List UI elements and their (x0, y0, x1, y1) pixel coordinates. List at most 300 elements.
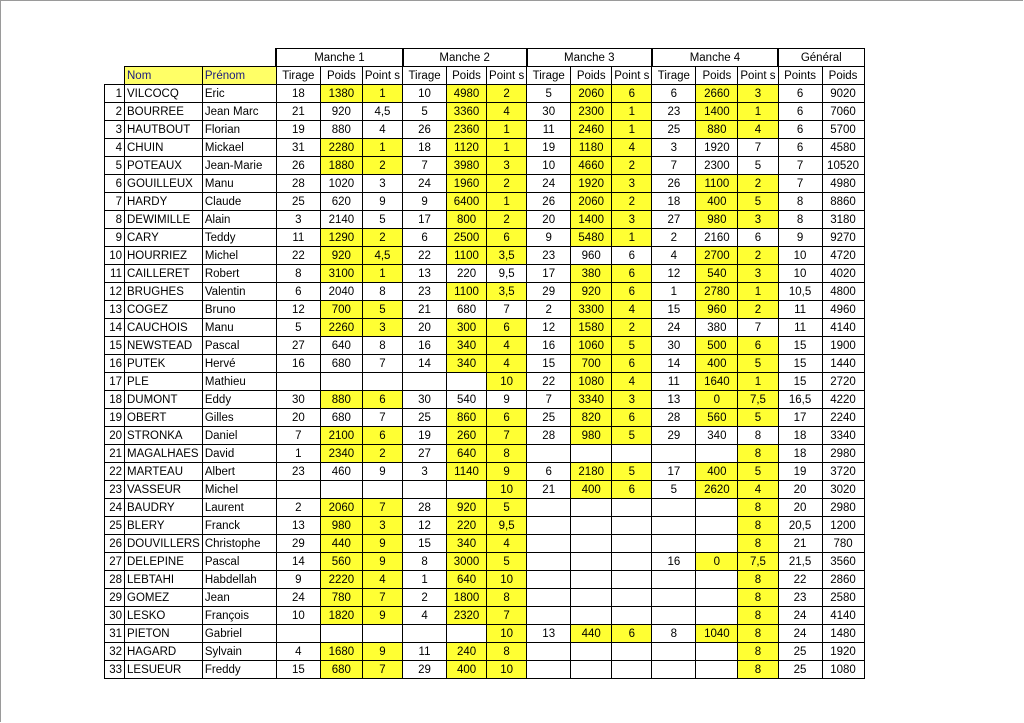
tirage-cell (652, 571, 696, 589)
general-poids-cell: 9270 (822, 229, 864, 247)
points-cell: 8 (487, 445, 527, 463)
points-cell: 7 (362, 589, 402, 607)
header-row-groups (105, 49, 865, 67)
points-cell: 8 (738, 625, 778, 643)
table-row (105, 247, 865, 265)
points-cell: 2 (738, 175, 778, 193)
poids-cell (571, 553, 612, 571)
poids-cell (696, 499, 738, 517)
points-cell: 8 (738, 607, 778, 625)
tirage-cell: 22 (276, 247, 320, 265)
nom-cell: PIETON (125, 625, 203, 643)
general-poids-cell: 2980 (822, 499, 864, 517)
nom-cell: HOURRIEZ (125, 247, 203, 265)
nom-cell: NEWSTEAD (125, 337, 203, 355)
poids-cell: 3340 (571, 391, 612, 409)
tirage-cell: 13 (652, 391, 696, 409)
rank-cell: 23 (105, 481, 125, 499)
table-row (105, 175, 865, 193)
prenom-cell: Jean-Marie (202, 157, 276, 175)
prenom-cell: Jean Marc (202, 103, 276, 121)
points-cell: 6 (738, 229, 778, 247)
prenom-cell: Hervé (202, 355, 276, 373)
poids-cell: 0 (696, 391, 738, 409)
points-cell: 8 (487, 589, 527, 607)
points-cell: 4 (612, 139, 652, 157)
prenom-cell: Michel (202, 481, 276, 499)
tirage-cell (652, 661, 696, 679)
points-cell: 8 (738, 589, 778, 607)
poids-cell: 400 (696, 193, 738, 211)
poids-cell: 380 (696, 319, 738, 337)
general-poids-cell: 4220 (822, 391, 864, 409)
poids-cell: 3360 (447, 103, 487, 121)
table-row (105, 481, 865, 499)
points-cell: 8 (738, 499, 778, 517)
header-prenom: Prénom (202, 67, 276, 85)
points-cell: 6 (487, 409, 527, 427)
poids-cell: 980 (571, 427, 612, 445)
points-cell: 7 (738, 319, 778, 337)
rank-cell: 10 (105, 247, 125, 265)
general-poids-cell: 4980 (822, 175, 864, 193)
points-cell: 7 (487, 607, 527, 625)
tirage-cell (652, 607, 696, 625)
poids-cell: 680 (320, 409, 362, 427)
points-cell: 7 (487, 427, 527, 445)
points-cell: 8 (738, 535, 778, 553)
rank-cell: 25 (105, 517, 125, 535)
header-m4-tirage: Tirage (652, 67, 696, 85)
points-cell (612, 499, 652, 517)
poids-cell: 400 (696, 463, 738, 481)
general-points-cell: 18 (778, 445, 822, 463)
general-points-cell: 9 (778, 229, 822, 247)
poids-cell: 1400 (696, 103, 738, 121)
tirage-cell: 3 (276, 211, 320, 229)
poids-cell (571, 589, 612, 607)
poids-cell: 340 (447, 337, 487, 355)
tirage-cell: 14 (276, 553, 320, 571)
tirage-cell: 13 (527, 625, 571, 643)
table-row (105, 103, 865, 121)
poids-cell: 1080 (571, 373, 612, 391)
poids-cell: 240 (447, 643, 487, 661)
points-cell: 10 (487, 571, 527, 589)
general-poids-cell: 3560 (822, 553, 864, 571)
general-points-cell: 6 (778, 121, 822, 139)
poids-cell: 4980 (447, 85, 487, 103)
tirage-cell: 1 (652, 283, 696, 301)
points-cell: 7,5 (738, 391, 778, 409)
tirage-cell: 7 (527, 391, 571, 409)
prenom-cell: Sylvain (202, 643, 276, 661)
poids-cell: 2460 (571, 121, 612, 139)
tirage-cell: 18 (652, 193, 696, 211)
poids-cell: 920 (320, 103, 362, 121)
points-cell: 3 (362, 517, 402, 535)
tirage-cell: 17 (527, 265, 571, 283)
tirage-cell: 14 (652, 355, 696, 373)
tirage-cell: 18 (276, 85, 320, 103)
header-nom: Nom (125, 67, 203, 85)
tirage-cell: 22 (527, 373, 571, 391)
points-cell (612, 535, 652, 553)
tirage-cell (527, 607, 571, 625)
general-poids-cell: 4800 (822, 283, 864, 301)
poids-cell: 2360 (447, 121, 487, 139)
header-m4-points: Point s (738, 67, 778, 85)
tirage-cell: 16 (527, 337, 571, 355)
prenom-cell: Manu (202, 175, 276, 193)
poids-cell: 2780 (696, 283, 738, 301)
rank-cell: 29 (105, 589, 125, 607)
tirage-cell: 26 (527, 193, 571, 211)
points-cell: 6 (362, 427, 402, 445)
points-cell: 1 (487, 121, 527, 139)
rank-cell: 21 (105, 445, 125, 463)
tirage-cell: 9 (276, 571, 320, 589)
rank-cell: 4 (105, 139, 125, 157)
points-cell (612, 445, 652, 463)
general-points-cell: 24 (778, 625, 822, 643)
tirage-cell: 12 (652, 265, 696, 283)
points-cell: 10 (487, 625, 527, 643)
tirage-cell: 1 (276, 445, 320, 463)
general-points-cell: 10 (778, 247, 822, 265)
poids-cell: 2060 (571, 193, 612, 211)
poids-cell: 2280 (320, 139, 362, 157)
tirage-cell: 10 (276, 607, 320, 625)
tirage-cell: 5 (527, 85, 571, 103)
rank-cell: 1 (105, 85, 125, 103)
poids-cell: 960 (571, 247, 612, 265)
prenom-cell: Daniel (202, 427, 276, 445)
poids-cell: 1400 (571, 211, 612, 229)
points-cell: 8 (738, 517, 778, 535)
poids-cell: 640 (447, 445, 487, 463)
points-cell: 1 (362, 139, 402, 157)
tirage-cell: 1 (403, 571, 447, 589)
table-row (105, 427, 865, 445)
table-row (105, 661, 865, 679)
general-points-cell: 15 (778, 373, 822, 391)
poids-cell (696, 535, 738, 553)
general-points-cell: 20,5 (778, 517, 822, 535)
points-cell: 7 (738, 139, 778, 157)
rank-cell: 18 (105, 391, 125, 409)
points-cell: 4 (612, 301, 652, 319)
header-m3-points: Point s (612, 67, 652, 85)
points-cell: 2 (738, 301, 778, 319)
poids-cell: 680 (320, 355, 362, 373)
poids-cell: 2700 (696, 247, 738, 265)
tirage-cell: 7 (652, 157, 696, 175)
points-cell: 3 (362, 319, 402, 337)
points-cell: 8 (487, 643, 527, 661)
tirage-cell: 30 (652, 337, 696, 355)
poids-cell: 2060 (320, 499, 362, 517)
general-poids-cell: 4140 (822, 607, 864, 625)
table-row (105, 409, 865, 427)
poids-cell: 2620 (696, 481, 738, 499)
tirage-cell (652, 445, 696, 463)
poids-cell: 220 (447, 517, 487, 535)
nom-cell: STRONKA (125, 427, 203, 445)
table-row (105, 391, 865, 409)
poids-cell (696, 607, 738, 625)
poids-cell: 380 (571, 265, 612, 283)
poids-cell: 1680 (320, 643, 362, 661)
table-row (105, 463, 865, 481)
tirage-cell: 5 (652, 481, 696, 499)
prenom-cell: Pascal (202, 553, 276, 571)
general-points-cell: 23 (778, 589, 822, 607)
poids-cell (696, 643, 738, 661)
poids-cell: 2300 (696, 157, 738, 175)
tirage-cell: 10 (527, 157, 571, 175)
tirage-cell (527, 499, 571, 517)
tirage-cell: 9 (403, 193, 447, 211)
points-cell: 8 (362, 337, 402, 355)
tirage-cell: 23 (652, 103, 696, 121)
points-cell: 3 (487, 157, 527, 175)
points-cell: 1 (738, 373, 778, 391)
prenom-cell: Claude (202, 193, 276, 211)
prenom-cell: Freddy (202, 661, 276, 679)
points-cell: 4,5 (362, 103, 402, 121)
points-cell: 2 (612, 319, 652, 337)
table-row (105, 85, 865, 103)
tirage-cell: 26 (652, 175, 696, 193)
tirage-cell: 13 (403, 265, 447, 283)
header-manche-3: Manche 3 (527, 49, 652, 67)
tirage-cell: 21 (403, 301, 447, 319)
points-cell: 1 (487, 139, 527, 157)
poids-cell: 2660 (696, 85, 738, 103)
points-cell: 3 (612, 175, 652, 193)
prenom-cell: Mickael (202, 139, 276, 157)
general-points-cell: 7 (778, 157, 822, 175)
poids-cell: 3100 (320, 265, 362, 283)
poids-cell (696, 589, 738, 607)
nom-cell: CAILLERET (125, 265, 203, 283)
general-poids-cell: 1440 (822, 355, 864, 373)
poids-cell: 2300 (571, 103, 612, 121)
tirage-cell: 23 (527, 247, 571, 265)
points-cell: 2 (362, 229, 402, 247)
general-points-cell: 20 (778, 481, 822, 499)
tirage-cell: 28 (652, 409, 696, 427)
general-poids-cell: 2240 (822, 409, 864, 427)
points-cell: 8 (738, 445, 778, 463)
points-cell: 9 (487, 391, 527, 409)
tirage-cell: 12 (527, 319, 571, 337)
nom-cell: MAGALHAES (125, 445, 203, 463)
points-cell: 5 (612, 337, 652, 355)
general-poids-cell: 4140 (822, 319, 864, 337)
header-manche-1: Manche 1 (276, 49, 402, 67)
prenom-cell: Mathieu (202, 373, 276, 391)
points-cell (362, 625, 402, 643)
tirage-cell (527, 445, 571, 463)
general-points-cell: 17 (778, 409, 822, 427)
rank-cell: 12 (105, 283, 125, 301)
tirage-cell: 27 (403, 445, 447, 463)
poids-cell: 560 (320, 553, 362, 571)
poids-cell: 1040 (696, 625, 738, 643)
prenom-cell: Gilles (202, 409, 276, 427)
points-cell: 3 (738, 265, 778, 283)
general-points-cell: 8 (778, 193, 822, 211)
table-row (105, 589, 865, 607)
nom-cell: LESKO (125, 607, 203, 625)
poids-cell: 440 (571, 625, 612, 643)
rank-cell: 22 (105, 463, 125, 481)
tirage-cell (403, 373, 447, 391)
rank-cell: 17 (105, 373, 125, 391)
tirage-cell: 5 (403, 103, 447, 121)
rank-cell: 19 (105, 409, 125, 427)
general-points-cell: 20 (778, 499, 822, 517)
poids-cell: 1180 (571, 139, 612, 157)
tirage-cell: 26 (403, 121, 447, 139)
poids-cell: 1920 (696, 139, 738, 157)
table-row (105, 499, 865, 517)
poids-cell: 1580 (571, 319, 612, 337)
points-cell: 5 (612, 427, 652, 445)
header-m1-poids: Poids (320, 67, 362, 85)
poids-cell: 880 (320, 391, 362, 409)
poids-cell: 680 (320, 661, 362, 679)
prenom-cell: Florian (202, 121, 276, 139)
points-cell: 9 (362, 535, 402, 553)
tirage-cell (527, 571, 571, 589)
points-cell: 6 (612, 625, 652, 643)
points-cell: 1 (738, 103, 778, 121)
table-row (105, 265, 865, 283)
poids-cell: 700 (571, 355, 612, 373)
poids-cell: 2260 (320, 319, 362, 337)
general-poids-cell: 4960 (822, 301, 864, 319)
points-cell: 1 (612, 229, 652, 247)
poids-cell: 6400 (447, 193, 487, 211)
tirage-cell: 30 (527, 103, 571, 121)
tirage-cell: 4 (276, 643, 320, 661)
poids-cell (447, 625, 487, 643)
general-poids-cell: 8860 (822, 193, 864, 211)
nom-cell: PLE (125, 373, 203, 391)
poids-cell: 2500 (447, 229, 487, 247)
rank-cell: 16 (105, 355, 125, 373)
points-cell: 7 (362, 661, 402, 679)
points-cell: 5 (362, 301, 402, 319)
points-cell: 8 (738, 661, 778, 679)
prenom-cell: Valentin (202, 283, 276, 301)
rank-cell: 3 (105, 121, 125, 139)
points-cell: 4 (738, 481, 778, 499)
tirage-cell: 23 (276, 463, 320, 481)
points-cell: 9 (487, 463, 527, 481)
points-cell: 1 (362, 85, 402, 103)
prenom-cell: Alain (202, 211, 276, 229)
tirage-cell: 21 (276, 103, 320, 121)
header-m2-poids: Poids (447, 67, 487, 85)
header-m1-tirage: Tirage (276, 67, 320, 85)
rank-cell: 24 (105, 499, 125, 517)
tirage-cell: 19 (527, 139, 571, 157)
prenom-cell: Christophe (202, 535, 276, 553)
general-points-cell: 15 (778, 337, 822, 355)
points-cell: 2 (362, 445, 402, 463)
tirage-cell: 25 (527, 409, 571, 427)
table-row (105, 607, 865, 625)
points-cell: 4 (487, 103, 527, 121)
poids-cell: 3300 (571, 301, 612, 319)
poids-cell: 920 (320, 247, 362, 265)
points-cell: 10 (487, 373, 527, 391)
poids-cell: 2180 (571, 463, 612, 481)
poids-cell: 1800 (447, 589, 487, 607)
poids-cell: 340 (447, 355, 487, 373)
rank-cell: 20 (105, 427, 125, 445)
prenom-cell: Eric (202, 85, 276, 103)
general-points-cell: 25 (778, 661, 822, 679)
general-poids-cell: 1080 (822, 661, 864, 679)
poids-cell: 980 (320, 517, 362, 535)
points-cell: 5 (612, 463, 652, 481)
tirage-cell: 27 (276, 337, 320, 355)
poids-cell: 620 (320, 193, 362, 211)
prenom-cell: Michel (202, 247, 276, 265)
tirage-cell: 11 (527, 121, 571, 139)
rank-cell: 13 (105, 301, 125, 319)
nom-cell: DELEPINE (125, 553, 203, 571)
general-points-cell: 21 (778, 535, 822, 553)
header-m4-poids: Poids (696, 67, 738, 85)
prenom-cell: David (202, 445, 276, 463)
table-row (105, 301, 865, 319)
points-cell: 2 (612, 193, 652, 211)
tirage-cell (652, 643, 696, 661)
poids-cell: 3980 (447, 157, 487, 175)
tirage-cell: 7 (403, 157, 447, 175)
header-m2-points: Point s (487, 67, 527, 85)
poids-cell: 1100 (447, 283, 487, 301)
nom-cell: HARDY (125, 193, 203, 211)
general-points-cell: 18 (778, 427, 822, 445)
table-row (105, 283, 865, 301)
tirage-cell: 29 (276, 535, 320, 553)
points-cell (612, 517, 652, 535)
poids-cell: 860 (447, 409, 487, 427)
points-cell: 7 (362, 409, 402, 427)
poids-cell (320, 481, 362, 499)
points-cell: 9,5 (487, 517, 527, 535)
poids-cell: 340 (447, 535, 487, 553)
points-cell: 6 (612, 481, 652, 499)
table-row (105, 319, 865, 337)
prenom-cell: Manu (202, 319, 276, 337)
general-points-cell: 8 (778, 211, 822, 229)
poids-cell: 1020 (320, 175, 362, 193)
general-points-cell: 6 (778, 139, 822, 157)
nom-cell: BRUGHES (125, 283, 203, 301)
points-cell: 5 (738, 355, 778, 373)
poids-cell (447, 373, 487, 391)
points-cell: 8 (738, 643, 778, 661)
tirage-cell: 29 (652, 427, 696, 445)
